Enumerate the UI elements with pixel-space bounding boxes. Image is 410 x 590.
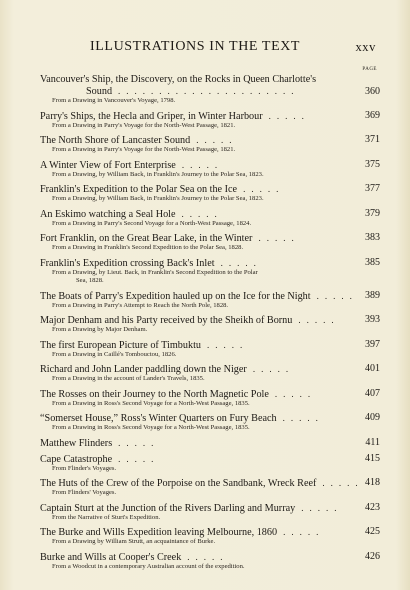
list-item xyxy=(40,551,380,576)
entry-title-line xyxy=(40,339,380,351)
entry-page-number: 369 xyxy=(365,109,380,121)
entry-source: From a Drawing in Ross's Second Voyage for a North-West Passage, 1835. xyxy=(52,399,250,407)
entry-page-number: 393 xyxy=(365,314,380,325)
list-item xyxy=(40,453,380,478)
entry-source: From Flinder's Voyages. xyxy=(52,464,117,472)
list-item xyxy=(40,208,380,233)
entry-title-line xyxy=(40,551,380,563)
entry-title: Franklin's Expedition to the Polar Sea on the Ice xyxy=(40,184,238,195)
page-title: ILLUSTRATIONS IN THE TEXT xyxy=(90,39,301,54)
illustrations-list xyxy=(40,74,380,575)
entry-title-line xyxy=(40,477,380,489)
entry-title: Parry's Ships, the Hecla and Griper, in Winter Harbour xyxy=(40,110,263,122)
entry-page-number: 397 xyxy=(365,338,380,350)
entry-title-continued: Sound xyxy=(86,86,113,97)
page-number: xxv xyxy=(355,40,376,54)
list-item xyxy=(40,159,380,184)
entry-source: From a Drawing in Caillé's Tombouctou, 1826. xyxy=(52,350,177,358)
entry-page-number: 377 xyxy=(365,183,380,194)
dot-leader: ..... xyxy=(220,257,262,268)
list-item xyxy=(40,502,380,527)
entry-title-line xyxy=(40,74,380,86)
entry-title: Richard and John Lander paddling down the Niger xyxy=(40,364,247,375)
entry-source: From a Drawing by Major Denham. xyxy=(52,326,148,333)
entry-title: Captain Sturt at the Junction of the Rivers Darling and Murray xyxy=(40,502,296,514)
entry-title-line xyxy=(40,159,380,171)
entry-title-line xyxy=(40,110,380,122)
entry-page-number: 375 xyxy=(365,158,380,170)
entry-page-number: 426 xyxy=(365,550,380,562)
list-item xyxy=(40,526,380,551)
entry-page-number: 379 xyxy=(365,207,380,219)
list-item xyxy=(40,183,380,208)
list-item xyxy=(40,232,380,257)
entry-title: Major Denham and his Party received by the Sheikh of Bornu xyxy=(40,315,293,326)
page-header xyxy=(0,39,410,55)
entry-title: An Eskimo watching a Seal Hole xyxy=(40,208,176,220)
entry-page-number: 401 xyxy=(365,363,380,374)
entry-page-number: 409 xyxy=(365,412,380,423)
list-item xyxy=(40,363,380,388)
entry-title: Cape Catastrophe xyxy=(40,453,113,465)
entry-title: Burke and Wills at Cooper's Creek xyxy=(40,551,182,563)
entry-page-number: 383 xyxy=(365,232,380,243)
dot-leader: ..... xyxy=(322,478,364,488)
list-item xyxy=(40,477,380,502)
dot-leader: ..... xyxy=(316,290,358,301)
dot-leader: ..... xyxy=(258,233,300,243)
entry-title-line xyxy=(40,134,380,146)
entry-source: From a Woodcut in a contemporary Australian account of the expedition. xyxy=(52,562,245,570)
entry-page-number: 407 xyxy=(365,387,380,399)
entry-title-line xyxy=(40,290,380,302)
entry-title: Fort Franklin, on the Great Bear Lake, in the Winter xyxy=(40,233,253,244)
list-item xyxy=(40,437,380,453)
entry-title: A Winter View of Fort Enterprise xyxy=(40,159,176,171)
entry-title-line xyxy=(40,314,380,326)
entry-page-number: 411 xyxy=(365,436,380,448)
entry-source: From a Drawing in Parry's Voyage for the North-West Passage, 1821. xyxy=(52,146,236,153)
entry-title: The North Shore of Lancaster Sound xyxy=(40,135,191,146)
entry-source: From a Drawing in Ross's Second Voyage for a North-West Passage, 1835. xyxy=(52,424,250,431)
list-item xyxy=(40,74,380,110)
entry-source-continued: Sea, 1828. xyxy=(76,277,104,284)
entry-title: “Somerset House,” Ross's Winter Quarters on Fury Beach xyxy=(40,413,277,424)
entry-title: The Huts of the Crew of the Porpoise on the Sandbank, Wreck Reef xyxy=(40,478,317,489)
entry-title-line xyxy=(40,412,380,424)
entry-title-line xyxy=(40,388,380,400)
entry-source: From a Drawing, by William Back, in Franklin's Journey to the Polar Sea, 1823. xyxy=(52,195,264,202)
list-item xyxy=(40,314,380,339)
list-item xyxy=(40,388,380,413)
entry-source: From Flinders' Voyages. xyxy=(52,489,117,496)
entry-title: Franklin's Expedition crossing Back's Inlet xyxy=(40,257,215,269)
entry-title-line xyxy=(40,183,380,195)
list-item xyxy=(40,412,380,437)
entry-source: From a Drawing in Parry's Attempt to Reach the North Pole, 1828. xyxy=(52,301,229,309)
dot-leader: ..... xyxy=(181,159,224,170)
dot-leader: ..... xyxy=(118,453,160,464)
dot-leader: ..... xyxy=(274,388,317,399)
dot-leader: ..... xyxy=(181,208,223,219)
list-item xyxy=(40,257,380,290)
entry-page-number: 389 xyxy=(365,289,380,301)
entry-source: From a Drawing, by William Back, in Franklin's Journey to the Polar Sea, 1823. xyxy=(52,170,264,178)
entry-page-number: 360 xyxy=(365,86,380,97)
entry-page-number: 371 xyxy=(365,134,380,145)
entry-page-number: 385 xyxy=(365,256,380,268)
page-column-label: PAGE xyxy=(362,67,377,72)
entry-title: The first European Picture of Timbuktu xyxy=(40,339,201,351)
entry-source: From a Drawing in Vancouver's Voyage, 1798. xyxy=(52,97,176,104)
dot-leader: ..... xyxy=(283,527,325,537)
entry-title: Vancouver's Ship, the Discovery, on the Rocks in Queen Charlotte's xyxy=(40,74,317,85)
entry-page-number: 423 xyxy=(365,501,380,513)
entry-source: From a Drawing by William Strutt, an acquaintance of Burke. xyxy=(52,538,216,545)
dot-leader: ..... xyxy=(298,315,340,325)
entry-title: The Rosses on their Journey to the North Magnetic Pole xyxy=(40,388,269,400)
list-item xyxy=(40,339,380,364)
list-item xyxy=(40,134,380,159)
dot-leader: ...................... xyxy=(118,86,300,96)
entry-source: From a Drawing in the account of Lander's Travels, 1835. xyxy=(52,375,205,382)
entry-page-number: 415 xyxy=(365,452,380,464)
entry-source: From the Narrative of Sturt's Expedition. xyxy=(52,513,161,521)
entry-title-line xyxy=(40,232,380,244)
list-item xyxy=(40,290,380,315)
dot-leader: ..... xyxy=(301,502,343,513)
entry-title-continuation xyxy=(40,86,380,97)
dot-leader: ..... xyxy=(196,135,238,145)
list-item xyxy=(40,110,380,135)
dot-leader: ..... xyxy=(118,437,160,448)
entry-page-number: 418 xyxy=(365,477,380,488)
entry-title-line xyxy=(40,437,380,449)
entry-title-line xyxy=(40,453,380,465)
entry-source: From a Drawing in Parry's Second Voyage for a North-West Passage, 1824. xyxy=(52,219,252,227)
entry-title-line xyxy=(40,502,380,514)
dot-leader: ..... xyxy=(268,110,310,121)
dot-leader: ..... xyxy=(207,339,249,350)
entry-page-number: 425 xyxy=(365,526,380,537)
entry-title: The Boats of Parry's Expedition hauled up on the Ice for the Night xyxy=(40,290,311,302)
entry-source: From a Drawing in Parry's Voyage for the North-West Passage, 1821. xyxy=(52,121,236,129)
dot-leader: ..... xyxy=(243,184,285,194)
entry-source: From a Drawing in Franklin's Second Expedition to the Polar Sea, 1828. xyxy=(52,244,244,251)
dot-leader: ..... xyxy=(282,413,324,423)
dot-leader: ..... xyxy=(187,551,229,562)
entry-title: The Burke and Wills Expedition leaving Melbourne, 1860 xyxy=(40,527,278,538)
entry-title: Matthew Flinders xyxy=(40,437,113,449)
entry-source: From a Drawing, by Lieut. Back, in Franklin's Second Expedition to the Polar xyxy=(52,268,258,276)
entry-title-line xyxy=(40,526,380,538)
entry-title-line xyxy=(40,257,380,269)
entry-title-line xyxy=(40,363,380,375)
entry-title-line xyxy=(40,208,380,220)
dot-leader: ..... xyxy=(252,364,295,374)
